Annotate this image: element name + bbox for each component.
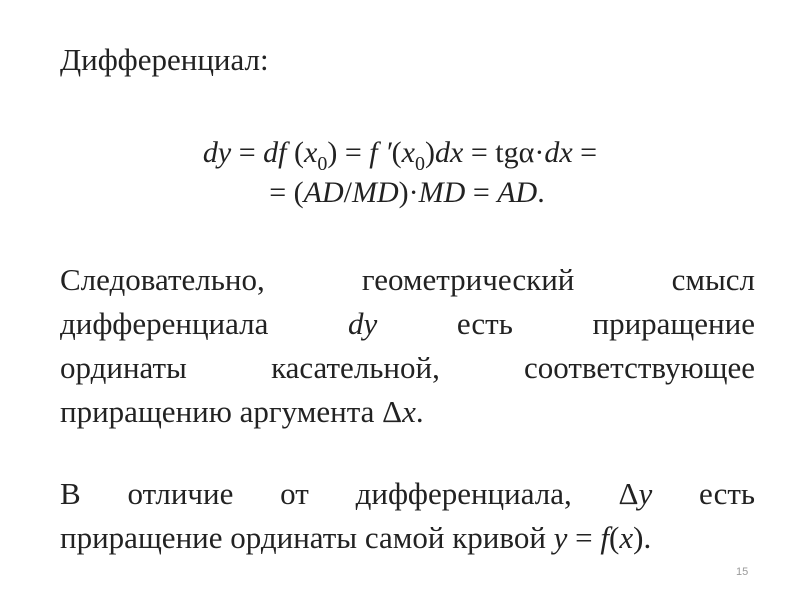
var-x: x <box>619 520 634 555</box>
word: геометрический <box>361 262 575 297</box>
equals: = <box>567 520 601 555</box>
formula-close-paren-equals: ) = <box>327 136 370 169</box>
formula-md-2: MD <box>418 176 466 209</box>
formula-x-2: x <box>401 136 415 169</box>
formula-dx: dx <box>435 136 464 169</box>
word: приращение <box>592 306 755 341</box>
word: дифференциала <box>60 306 269 341</box>
formula-equals: = <box>231 136 264 169</box>
text: приращению аргумента <box>60 394 383 429</box>
word: есть <box>699 476 756 511</box>
paragraph-geometric-meaning <box>60 258 755 434</box>
formula-close-paren-2: ) <box>425 136 435 169</box>
formula-f-prime: f ′ <box>369 136 392 169</box>
delta-symbol: Δ <box>618 476 639 511</box>
paragraph-line <box>60 302 755 346</box>
paragraph-line <box>60 516 755 560</box>
formula-close-paren-dot: )· <box>398 176 419 209</box>
formula-subscript-zero: 0 <box>317 153 328 175</box>
word: касательной, <box>271 350 440 385</box>
paragraph-line <box>60 346 755 390</box>
formula-x: x <box>304 136 318 169</box>
paragraph-line <box>60 472 755 516</box>
word: дифференциала, <box>355 476 572 511</box>
formula-slash: / <box>343 176 353 209</box>
formula-md: MD <box>352 176 399 209</box>
delta-symbol: Δ <box>382 394 403 429</box>
formula-open-paren: ( <box>286 136 305 169</box>
formula-ad-2: AD <box>497 176 538 209</box>
formula-line-2 <box>0 174 800 212</box>
formula-dx-2: dx <box>544 136 573 169</box>
close-paren-period: ). <box>633 520 652 555</box>
paragraph-difference <box>60 472 755 560</box>
paragraph-line <box>60 258 755 302</box>
formula-subscript-zero-2: 0 <box>415 153 425 175</box>
period: . <box>415 394 424 429</box>
var-y: y <box>638 476 653 511</box>
word: смысл <box>671 262 755 297</box>
delta-y <box>619 476 653 511</box>
formula-open-paren-2: ( <box>391 136 402 169</box>
word: В <box>60 476 81 511</box>
formula-alpha: α <box>518 136 535 169</box>
formula-dy: dy <box>202 136 232 169</box>
formula-period: . <box>537 176 545 209</box>
word-dy: dy <box>348 306 378 341</box>
paragraph-line <box>60 390 755 434</box>
formula-equals-paren: = ( <box>269 176 304 209</box>
open-paren: ( <box>609 520 620 555</box>
formula-dot: · <box>534 136 545 169</box>
text: приращение ординаты самой кривой <box>60 520 554 555</box>
formula-trailing-equals: = <box>572 136 598 169</box>
word: соответствующее <box>524 350 756 385</box>
formula-equals-2: = <box>465 176 498 209</box>
word: отличие <box>127 476 234 511</box>
formula-equals-tg: = tg <box>463 136 519 169</box>
word: от <box>280 476 309 511</box>
word: Следовательно, <box>60 262 265 297</box>
var-y: y <box>553 520 568 555</box>
page-number: 15 <box>736 566 749 578</box>
word: ординаты <box>60 350 187 385</box>
var-x: x <box>402 394 416 429</box>
formula-df: df <box>263 136 287 169</box>
slide-title: Дифференциал: <box>60 42 269 77</box>
word: есть <box>456 306 513 341</box>
var-f: f <box>600 520 610 555</box>
formula-ad: AD <box>303 176 344 209</box>
